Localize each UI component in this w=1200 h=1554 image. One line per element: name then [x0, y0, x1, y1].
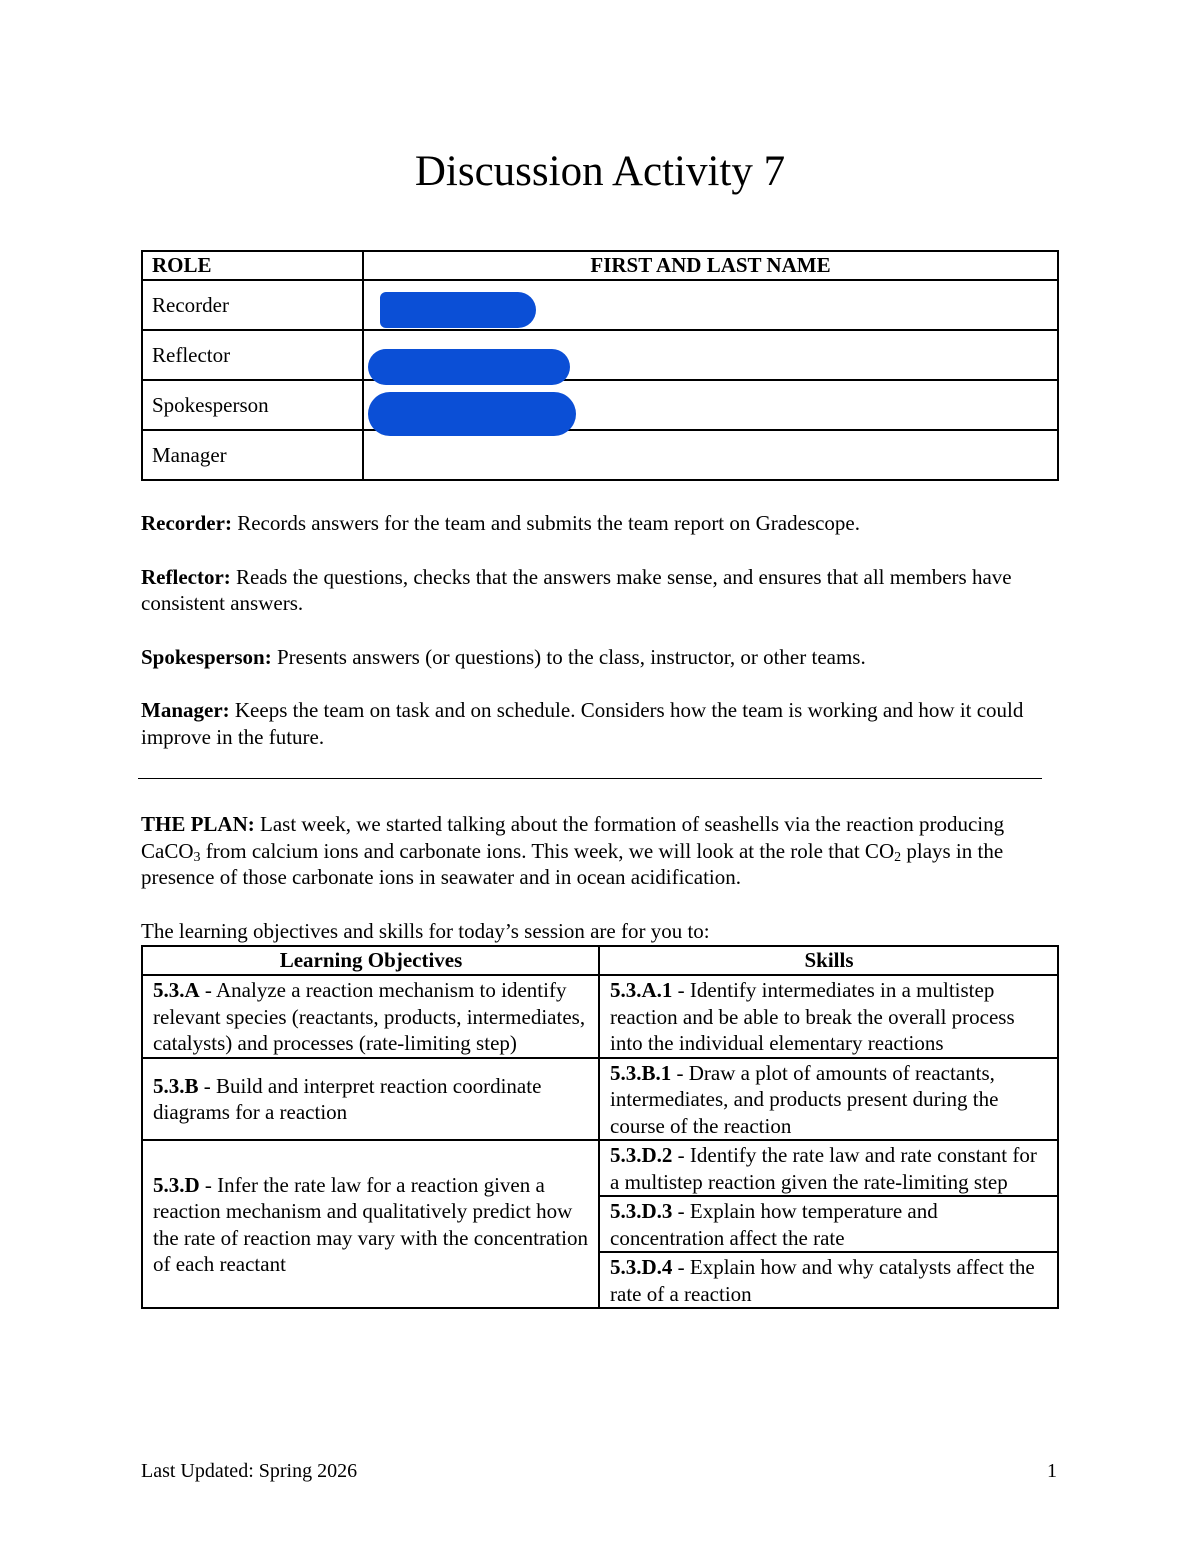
table-row [142, 975, 1058, 1058]
role-definition: Spokesperson: Presents answers (or questions) to the class, instructor, or other teams. [141, 644, 866, 669]
role-label: Spokesperson [142, 380, 363, 430]
horizontal-divider [138, 778, 1042, 779]
role-definition: Reflector: Reads the questions, checks that the answers make sense, and ensures that all members have consistent answers. [141, 564, 1012, 615]
role-definition: Manager: Keeps the team on task and on schedule. Considers how the team is working and how it could improve in the future. [141, 698, 1024, 749]
roles-header-row [142, 251, 1058, 280]
skills-column-header: Skills [599, 946, 1058, 975]
role-label: Manager [142, 430, 363, 480]
redaction-mark [380, 292, 536, 328]
table-row [142, 330, 1058, 380]
table-row [142, 380, 1058, 430]
name-column-header: FIRST AND LAST NAME [363, 251, 1058, 280]
name-cell[interactable] [363, 430, 1058, 480]
objectives-header-row [142, 946, 1058, 975]
objectives-table [141, 945, 1059, 1309]
page-number: 1 [1047, 1460, 1057, 1482]
skill-cell: 5.3.D.4 - Explain how and why catalysts affect the rate of a reaction [599, 1252, 1058, 1308]
plan-paragraph: THE PLAN: Last week, we started talking about the formation of seashells via the reaction producing CaCO$_3$ from calcium ions and carbonate ions. This week, we will look at the role that $CO_2$ plays in the presence of those carbonate ions in seawater and in ocean acidification. [141, 812, 1005, 889]
role-definition: Recorder: Records answers for the team and submits the team report on Gradescope. [141, 511, 861, 535]
objectives-column-header: Learning Objectives [142, 946, 599, 975]
role-label: Recorder [142, 280, 363, 330]
role-definitions [141, 510, 1061, 777]
objectives-intro: The learning objectives and skills for today’s session are for you to: [141, 918, 710, 943]
objective-cell: 5.3.B - Build and interpret reaction coordinate diagrams for a reaction [142, 1058, 599, 1141]
page-title: Discussion Activity 7 [414, 148, 786, 195]
objective-cell: 5.3.D - Infer the rate law for a reaction given a reaction mechanism and qualitatively predict how the rate of reaction may vary with the concentration of each reactant [142, 1140, 599, 1308]
role-label: Reflector [142, 330, 363, 380]
plan-section [141, 811, 1061, 944]
roles-table [141, 250, 1059, 481]
footer-last-updated: Last Updated: Spring 2026 [141, 1460, 358, 1482]
redaction-mark [368, 392, 576, 436]
table-row [142, 430, 1058, 480]
table-row [142, 1140, 1058, 1196]
skill-cell: 5.3.D.2 - Identify the rate law and rate constant for a multistep reaction given the rate-limiting step [599, 1140, 1058, 1196]
objective-cell: 5.3.A - Analyze a reaction mechanism to identify relevant species (reactants, products, intermediates, catalysts) and processes (rate-limiting step) [142, 975, 599, 1058]
table-row [142, 280, 1058, 330]
redaction-mark [368, 349, 570, 385]
skill-cell: 5.3.B.1 - Draw a plot of amounts of reactants, intermediates, and products present during the course of the reaction [599, 1058, 1058, 1141]
table-row [142, 1058, 1058, 1141]
role-column-header: ROLE [142, 251, 363, 280]
skill-cell: 5.3.A.1 - Identify intermediates in a multistep reaction and be able to break the overall process into the individual elementary reactions [599, 975, 1058, 1058]
skill-cell: 5.3.D.3 - Explain how temperature and concentration affect the rate [599, 1196, 1058, 1252]
